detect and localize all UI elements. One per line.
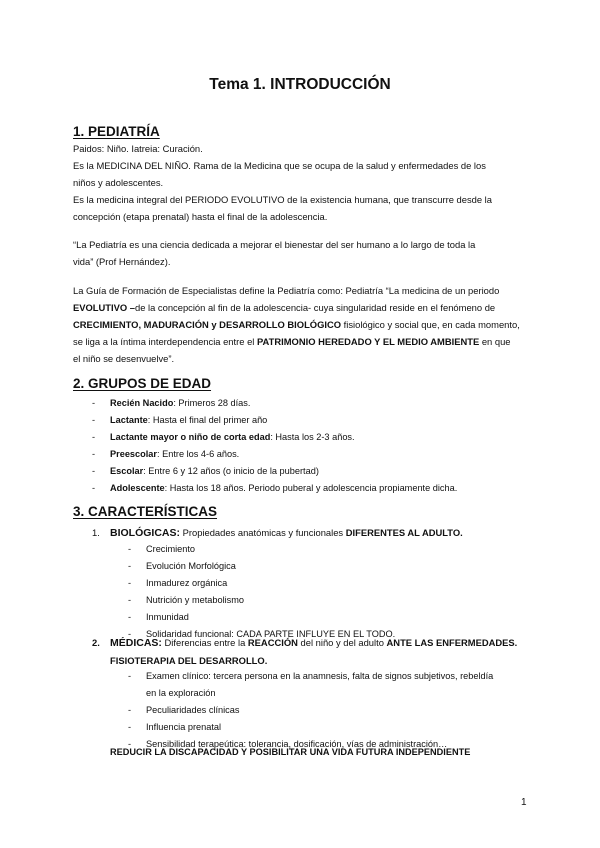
list-number: 2.: [92, 637, 100, 648]
bold-text: Adolescente: [110, 483, 165, 493]
list-item: [92, 480, 458, 497]
bold-text: BIOLÓGICAS:: [110, 527, 180, 539]
list-item: [128, 575, 395, 592]
list-item: [128, 592, 395, 609]
dash-bullet: -: [128, 612, 132, 622]
section-heading-caracteristicas: 3. CARACTERÍSTICAS: [73, 504, 218, 519]
text-span: Inmadurez orgánica: [146, 578, 228, 588]
text-span: Influencia prenatal: [146, 722, 222, 732]
dash-bullet: -: [128, 739, 132, 749]
dash-bullet: -: [92, 483, 96, 493]
medicas-footer: REDUCIR LA DISCAPACIDAD Y POSIBILITAR UNA VIDA FUTURA INDEPENDIENTE: [110, 747, 471, 757]
bold-text: MÉDICAS:: [110, 637, 162, 649]
text-span: : Hasta los 18 años. Periodo puberal y adolescencia propiamente dicha.: [164, 483, 458, 493]
dash-bullet: -: [92, 449, 96, 459]
text-line: [73, 333, 543, 350]
text-span: : Hasta el final del primer año: [147, 415, 268, 425]
section-heading-grupos-edad: 2. GRUPOS DE EDAD: [73, 376, 212, 391]
text-span: Sensibilidad terapeútica: tolerancia, dosificación, vías de administración…: [146, 739, 448, 749]
text-line: [110, 634, 560, 652]
dash-bullet: -: [128, 705, 132, 715]
dash-bullet: -: [128, 722, 132, 732]
text-span: : Entre los 4-6 años.: [157, 449, 240, 459]
bold-text: Preescolar: [110, 449, 157, 459]
dash-bullet: -: [128, 629, 132, 639]
text-span: de la concepción al fin de la adolescencia- cuya singularidad reside en el fenómeno de: [135, 302, 496, 313]
characteristic-medicas: [92, 634, 560, 669]
text-span: del niño y del adulto: [297, 637, 387, 648]
bold-text: Recién Nacido: [110, 398, 174, 408]
text-line: [110, 652, 560, 669]
text-span: Propiedades anatómicas y funcionales: [180, 527, 346, 538]
dash-bullet: -: [128, 671, 132, 681]
text-span: Crecimiento: [146, 544, 196, 554]
list-number: 1.: [92, 527, 100, 538]
biologicas-list: [128, 541, 396, 643]
list-item: [146, 685, 493, 702]
list-item: [92, 429, 457, 446]
list-item: [128, 668, 494, 685]
quote-paragraph: [73, 236, 533, 270]
bold-text: PATRIMONIO HEREDADO Y EL MEDIO AMBIENTE: [256, 336, 480, 347]
text-line: “La Pediatría es una ciencia dedicada a mejorar el bienestar del ser humano a lo largo de toda la: [73, 239, 476, 250]
dash-bullet: -: [128, 561, 132, 571]
bold-text: Escolar: [110, 466, 144, 476]
dash-bullet: -: [92, 398, 96, 408]
dash-bullet: -: [128, 578, 132, 588]
medicas-list: [128, 668, 494, 753]
definition-paragraph: [73, 282, 543, 367]
list-item: [128, 719, 493, 736]
text-span: : Entre 6 y 12 años (o inicio de la pubertad): [143, 466, 319, 476]
bold-text: FISIOTERAPIA DEL DESARROLLO.: [110, 655, 268, 666]
bold-text: DIFERENTES AL ADULTO.: [345, 527, 463, 538]
list-item: [92, 463, 457, 480]
text-line: La Guía de Formación de Especialistas define la Pediatría como: Pediatría “La medicina de un periodo: [73, 285, 500, 296]
list-item: [92, 395, 457, 412]
text-line: niños y adolescentes.: [73, 177, 164, 188]
text-span: Peculiaridades clínicas: [146, 705, 240, 715]
text-line: concepción (etapa prenatal) hasta el final de la adolescencia.: [73, 211, 328, 222]
age-groups-list: [92, 395, 458, 497]
text-line: Es la MEDICINA DEL NIÑO. Rama de la Medicina que se ocupa de la salud y enfermedades de los: [73, 160, 486, 171]
text-line: [73, 316, 543, 333]
bold-text: EVOLUTIVO –: [73, 302, 135, 313]
bold-text: ANTE LAS ENFERMEDADES.: [386, 637, 518, 648]
dash-bullet: -: [92, 466, 96, 476]
section-pediatria-body: [73, 140, 533, 225]
list-item: [128, 702, 493, 719]
text-line: vida” (Prof Hernández).: [73, 256, 171, 267]
dash-bullet: -: [92, 432, 96, 442]
text-span: en la exploración: [146, 688, 216, 698]
text-span: : Hasta los 2-3 años.: [270, 432, 355, 442]
text-span: fisiológico y social que, en cada momento,: [341, 319, 520, 330]
list-item: [92, 412, 457, 429]
list-item: [128, 609, 395, 626]
page-title: Tema 1. INTRODUCCIÓN: [209, 76, 391, 93]
text-span: Evolución Morfológica: [146, 561, 236, 571]
text-line: Paidos: Niño. Iatreia: Curación.: [73, 143, 203, 154]
text-span: Examen clínico: tercera persona en la anamnesis, falta de signos subjetivos, rebeldía: [146, 671, 494, 681]
list-item: [128, 541, 395, 558]
text-span: Solidaridad funcional: CADA PARTE INFLUYE EN EL TODO.: [146, 629, 396, 639]
text-line: [73, 299, 543, 316]
bold-text: CRECIMIENTO, MADURACIÓN y DESARROLLO BIOLÓGICO: [73, 319, 342, 330]
text-span: : Primeros 28 días.: [173, 398, 251, 408]
section-heading-pediatria: 1. PEDIATRÍA: [73, 124, 160, 139]
list-item: [92, 446, 457, 463]
text-span: Nutrición y metabolismo: [146, 595, 245, 605]
bold-text: Lactante: [110, 415, 148, 425]
bold-text: Lactante mayor o niño de corta edad: [110, 432, 271, 442]
page-number: 1: [521, 797, 527, 808]
text-span: Diferencias entre la: [161, 637, 248, 648]
list-item: [128, 558, 395, 575]
text-span: Inmunidad: [146, 612, 189, 622]
text-line: Es la medicina integral del PERIODO EVOLUTIVO de la existencia humana, que transcurre desde la: [73, 194, 492, 205]
dash-bullet: -: [128, 544, 132, 554]
text-span: en que: [479, 336, 511, 347]
dash-bullet: -: [128, 595, 132, 605]
dash-bullet: -: [92, 415, 96, 425]
text-span: se liga a la íntima interdependencia entre el: [73, 336, 257, 347]
text-line: el niño se desenvuelve”.: [73, 353, 175, 364]
bold-text: REACCIÓN: [247, 637, 298, 648]
characteristic-biologicas: [92, 524, 550, 542]
